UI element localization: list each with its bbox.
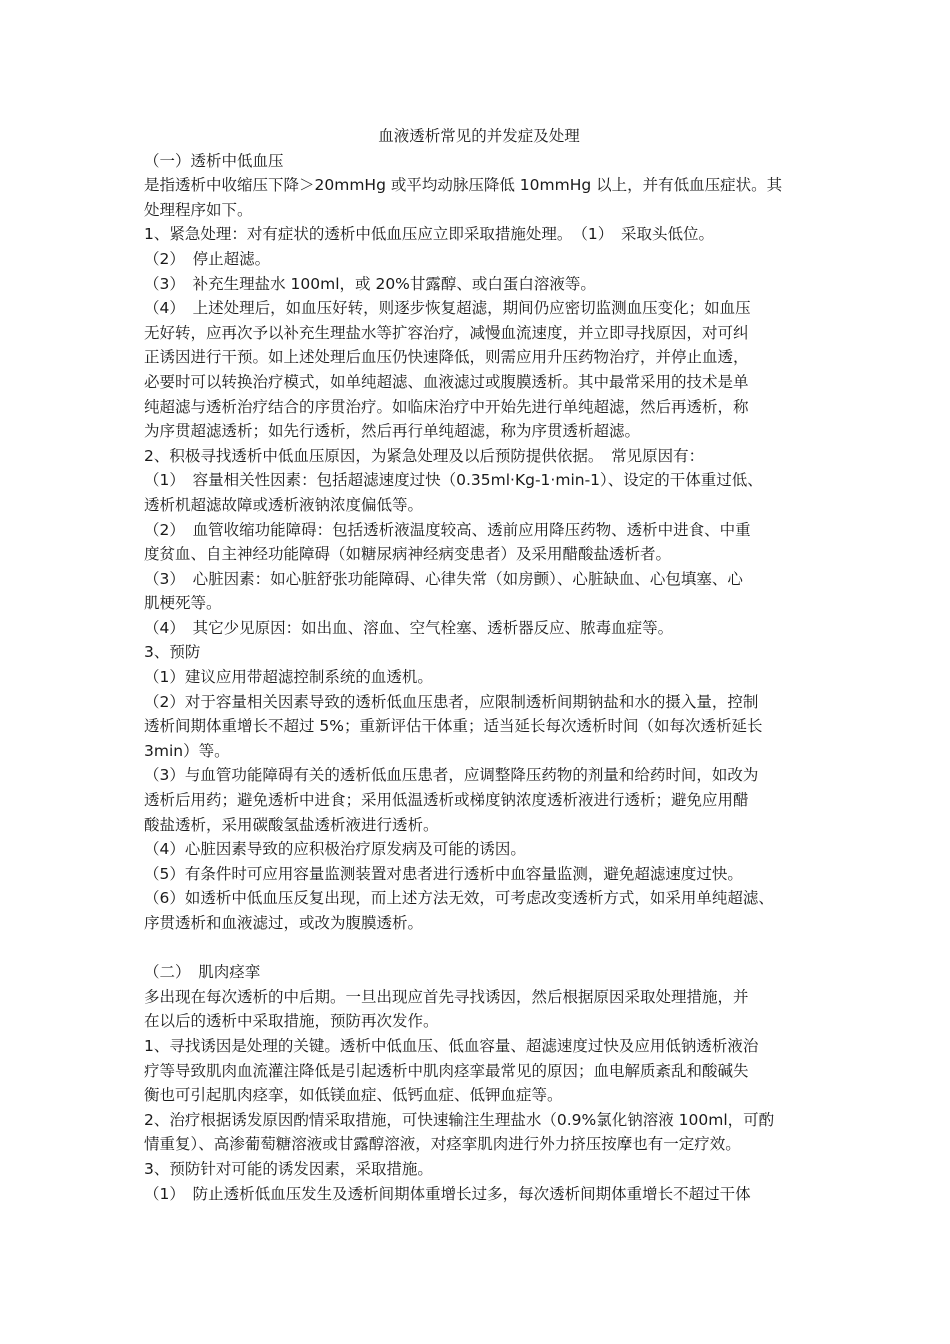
text-line: 度贫血、自主神经功能障碍（如糖尿病神经病变患者）及采用醋酸盐透析者。 [144,545,672,564]
text-line: 衡也可引起肌肉痉挛，如低镁血症、低钙血症、低钾血症等。 [144,1086,563,1105]
document-title: 血液透析常见的并发症及处理 [378,127,580,145]
text-line: （2） 停止超滤。 [144,249,271,268]
text-line: （6）如透析中低血压反复出现，而上述方法无效，可考虑改变透析方式，如采用单纯超滤、 [144,889,774,908]
text-line: （3） 补充生理盐水 100ml，或 20%甘露醇、或白蛋白溶液等。 [144,274,596,293]
text-line: （4） 上述处理后，如血压好转，则逐步恢复超滤，期间仍应密切监测血压变化；如血压 [144,299,751,318]
text-line: （4）心脏因素导致的应积极治疗原发病及可能的诱因。 [144,840,526,859]
document-body [144,124,814,1206]
text-line: 在以后的透析中采取措施，预防再次发作。 [144,1012,439,1031]
text-line: 透析间期体重增长不超过 5%；重新评估干体重；适当延长每次透析时间（如每次透析延长 [144,717,763,736]
text-line: 2、治疗根据诱发原因酌情采取措施，可快速输注生理盐水（0.9%氯化钠溶液 100ml，可酌 [144,1110,775,1129]
text-line: （2） 血管收缩功能障碍：包括透析液温度较高、透前应用降压药物、透析中进食、中重 [144,520,751,539]
text-line: 3、预防针对可能的诱发因素，采取措施。 [144,1159,433,1178]
text-line: （3）与血管功能障碍有关的透析低血压患者，应调整降压药物的剂量和给药时间，如改为 [144,766,759,785]
text-line: 必要时可以转换治疗模式，如单纯超滤、血液滤过或腹膜透析。其中最常采用的技术是单 [144,372,749,391]
text-line: （5）有条件时可应用容量监测装置对患者进行透析中血容量监测，避免超滤速度过快。 [144,864,743,883]
text-line: 1、紧急处理：对有症状的透析中低血压应立即采取措施处理。 （1） 采取头低位。 [144,225,714,244]
text-line [144,936,814,961]
text-line: （二） 肌肉痉挛 [144,963,261,982]
text-line: 多出现在每次透析的中后期。一旦出现应首先寻找诱因，然后根据原因采取处理措施，并 [144,987,749,1006]
text-line: 3、预防 [144,643,201,662]
text-line: （1）建议应用带超滤控制系统的血透机。 [144,668,433,687]
text-line: 透析机超滤故障或透析液钠浓度偏低等。 [144,495,424,514]
text-line: （2）对于容量相关因素导致的透析低血压患者，应限制透析间期钠盐和水的摄入量，控制 [144,692,759,711]
text-line: 肌梗死等。 [144,594,222,613]
text-line: 2、积极寻找透析中低血压原因，为紧急处理及以后预防提供依据。 常见原因有： [144,446,705,465]
text-line: 为序贯超滤透析；如先行透析，然后再行单纯超滤，称为序贯透析超滤。 [144,422,641,441]
text-line: 无好转，应再次予以补充生理盐水等扩容治疗，减慢血流速度，并立即寻找原因，对可纠 [144,323,749,342]
text-line: （1） 防止透析低血压发生及透析间期体重增长过多，每次透析间期体重增长不超过干体 [144,1184,751,1203]
text-line: （4） 其它少见原因：如出血、溶血、空气栓塞、透析器反应、脓毒血症等。 [144,618,674,637]
text-line: 是指透析中收缩压下降＞20mmHg 或平均动脉压降低 10mmHg 以上，并有低血压症状。其 [144,176,783,195]
text-line: 疗等导致肌肉血流灌注降低是引起透析中肌肉痉挛最常见的原因；血电解质紊乱和酸碱失 [144,1061,749,1080]
text-line: （1） 容量相关性因素：包括超滤速度过快（0.35ml·Kg-1·min-1）、设定的干体重过低、 [144,471,763,490]
text-line: 透析后用药；避免透析中进食；采用低温透析或梯度钠浓度透析液进行透析；避免应用醋 [144,791,749,810]
text-line: 正诱因进行干预。如上述处理后血压仍快速降低，则需应用升压药物治疗，并停止血透， [144,348,749,367]
text-line: 酸盐透析，采用碳酸氢盐透析液进行透析。 [144,815,439,834]
text-line: （3） 心脏因素：如心脏舒张功能障碍、心律失常（如房颤）、心脏缺血、心包填塞、心 [144,569,743,588]
text-line: 3min）等。 [144,741,230,760]
text-line: （一）透析中低血压 [144,151,284,170]
text-line: 情重复）、高渗葡萄糖溶液或甘露醇溶液，对痉挛肌肉进行外力挤压按摩也有一定疗效。 [144,1135,741,1154]
text-line: 序贯透析和血液滤过，或改为腹膜透析。 [144,914,424,932]
text-line: 1、寻找诱因是处理的关键。透析中低血压、低血容量、超滤速度过快及应用低钠透析液治 [144,1036,759,1055]
text-line: 纯超滤与透析治疗结合的序贯治疗。如临床治疗中开始先进行单纯超滤，然后再透析，称 [144,397,749,416]
text-line: 处理程序如下。 [144,200,253,219]
